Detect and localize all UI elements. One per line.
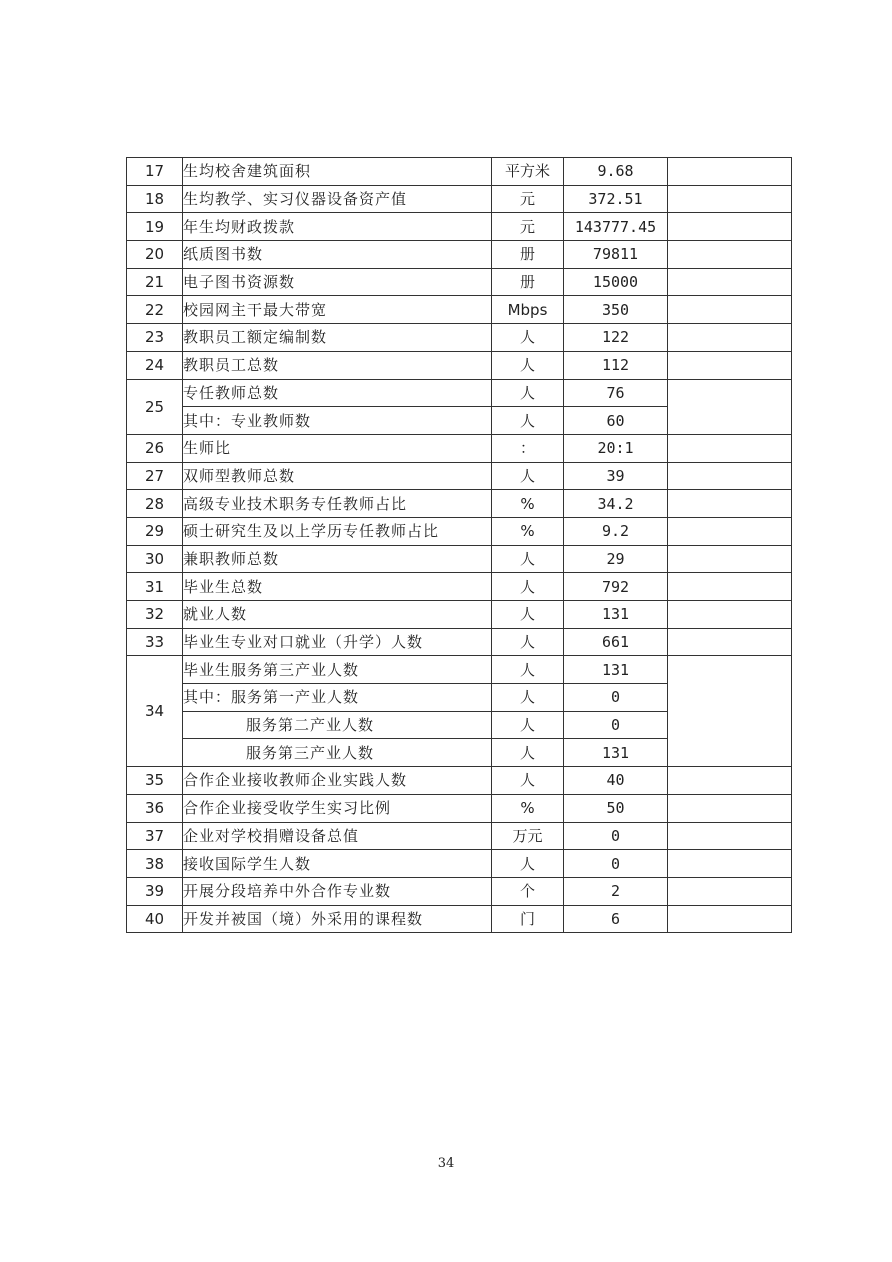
note-cell <box>668 877 792 905</box>
note-cell <box>668 517 792 545</box>
value-cell: 0 <box>564 822 668 850</box>
indicator-name: 硕士研究生及以上学历专任教师占比 <box>183 517 492 545</box>
row-number: 19 <box>127 213 183 241</box>
unit-cell: 人 <box>492 601 564 629</box>
table-row <box>127 490 792 518</box>
table-row <box>127 628 792 656</box>
unit-cell: 个 <box>492 877 564 905</box>
indicator-name: 纸质图书数 <box>183 241 492 269</box>
row-number: 36 <box>127 794 183 822</box>
note-cell <box>668 601 792 629</box>
row-number: 23 <box>127 324 183 352</box>
note-cell <box>668 767 792 795</box>
table-row <box>127 794 792 822</box>
table-row <box>127 656 792 684</box>
indicator-name: 教职员工额定编制数 <box>183 324 492 352</box>
row-number: 25 <box>127 379 183 434</box>
indicator-name: 生师比 <box>183 434 492 462</box>
note-cell <box>668 822 792 850</box>
table-row <box>127 434 792 462</box>
value-cell: 0 <box>564 850 668 878</box>
unit-cell: 人 <box>492 324 564 352</box>
table-row <box>127 379 792 407</box>
row-number: 34 <box>127 656 183 767</box>
unit-cell: 平方米 <box>492 158 564 186</box>
note-cell <box>668 462 792 490</box>
indicator-name: 就业人数 <box>183 601 492 629</box>
value-cell: 60 <box>564 407 668 435</box>
unit-cell: 人 <box>492 767 564 795</box>
indicator-name: 服务第三产业人数 <box>183 739 492 767</box>
indicator-name: 电子图书资源数 <box>183 268 492 296</box>
table-row <box>127 905 792 933</box>
unit-cell: 门 <box>492 905 564 933</box>
note-cell <box>668 628 792 656</box>
row-number: 38 <box>127 850 183 878</box>
row-number: 26 <box>127 434 183 462</box>
table-row <box>127 545 792 573</box>
unit-cell: 人 <box>492 656 564 684</box>
value-cell: 792 <box>564 573 668 601</box>
note-cell <box>668 434 792 462</box>
page-number: 34 <box>437 1156 455 1171</box>
table-row <box>127 213 792 241</box>
note-cell <box>668 573 792 601</box>
value-cell: 0 <box>564 684 668 712</box>
indicator-name: 接收国际学生人数 <box>183 850 492 878</box>
value-cell: 40 <box>564 767 668 795</box>
unit-cell: 元 <box>492 213 564 241</box>
indicator-name: 开发并被国（境）外采用的课程数 <box>183 905 492 933</box>
unit-cell: 册 <box>492 268 564 296</box>
unit-cell: 人 <box>492 351 564 379</box>
value-cell: 2 <box>564 877 668 905</box>
value-cell: 9.68 <box>564 158 668 186</box>
value-cell: 112 <box>564 351 668 379</box>
indicator-name: 生均教学、实习仪器设备资产值 <box>183 185 492 213</box>
statistics-table <box>126 157 792 933</box>
row-number: 37 <box>127 822 183 850</box>
note-cell <box>668 379 792 434</box>
value-cell: 50 <box>564 794 668 822</box>
note-cell <box>668 158 792 186</box>
row-number: 22 <box>127 296 183 324</box>
indicator-name: 毕业生服务第三产业人数 <box>183 656 492 684</box>
value-cell: 661 <box>564 628 668 656</box>
row-number: 33 <box>127 628 183 656</box>
indicator-name: 服务第二产业人数 <box>183 711 492 739</box>
row-number: 35 <box>127 767 183 795</box>
indicator-name: 高级专业技术职务专任教师占比 <box>183 490 492 518</box>
row-number: 21 <box>127 268 183 296</box>
indicator-name: 校园网主干最大带宽 <box>183 296 492 324</box>
unit-cell: 人 <box>492 462 564 490</box>
indicator-name: 专任教师总数 <box>183 379 492 407</box>
unit-cell: 人 <box>492 739 564 767</box>
value-cell: 76 <box>564 379 668 407</box>
note-cell <box>668 850 792 878</box>
value-cell: 131 <box>564 739 668 767</box>
table-row <box>127 573 792 601</box>
value-cell: 0 <box>564 711 668 739</box>
indicator-name: 年生均财政拨款 <box>183 213 492 241</box>
note-cell <box>668 351 792 379</box>
table-row <box>127 185 792 213</box>
indicator-name: 其中：专业教师数 <box>183 407 492 435</box>
table-row <box>127 601 792 629</box>
row-number: 20 <box>127 241 183 269</box>
row-number: 32 <box>127 601 183 629</box>
row-number: 28 <box>127 490 183 518</box>
note-cell <box>668 794 792 822</box>
indicator-name: 毕业生专业对口就业（升学）人数 <box>183 628 492 656</box>
table-row <box>127 241 792 269</box>
unit-cell: 人 <box>492 711 564 739</box>
table-row <box>127 517 792 545</box>
unit-cell: 元 <box>492 185 564 213</box>
note-cell <box>668 185 792 213</box>
value-cell: 79811 <box>564 241 668 269</box>
value-cell: 15000 <box>564 268 668 296</box>
value-cell: 20:1 <box>564 434 668 462</box>
table-row <box>127 268 792 296</box>
row-number: 18 <box>127 185 183 213</box>
table-row <box>127 822 792 850</box>
unit-cell: 人 <box>492 684 564 712</box>
indicator-name: 企业对学校捐赠设备总值 <box>183 822 492 850</box>
unit-cell: 万元 <box>492 822 564 850</box>
unit-cell: 人 <box>492 573 564 601</box>
row-number: 24 <box>127 351 183 379</box>
table-row <box>127 324 792 352</box>
note-cell <box>668 545 792 573</box>
row-number: 27 <box>127 462 183 490</box>
indicator-name: 双师型教师总数 <box>183 462 492 490</box>
value-cell: 29 <box>564 545 668 573</box>
note-cell <box>668 905 792 933</box>
indicator-name: 教职员工总数 <box>183 351 492 379</box>
value-cell: 34.2 <box>564 490 668 518</box>
table-row <box>127 351 792 379</box>
unit-cell: ： <box>492 434 564 462</box>
value-cell: 350 <box>564 296 668 324</box>
unit-cell: % <box>492 490 564 518</box>
note-cell <box>668 268 792 296</box>
unit-cell: % <box>492 517 564 545</box>
indicator-name: 毕业生总数 <box>183 573 492 601</box>
unit-cell: 人 <box>492 545 564 573</box>
value-cell: 372.51 <box>564 185 668 213</box>
value-cell: 9.2 <box>564 517 668 545</box>
indicator-name: 兼职教师总数 <box>183 545 492 573</box>
indicator-name: 合作企业接受收学生实习比例 <box>183 794 492 822</box>
row-number: 31 <box>127 573 183 601</box>
row-number: 40 <box>127 905 183 933</box>
value-cell: 122 <box>564 324 668 352</box>
unit-cell: 人 <box>492 850 564 878</box>
note-cell <box>668 213 792 241</box>
note-cell <box>668 324 792 352</box>
note-cell <box>668 241 792 269</box>
table-row <box>127 850 792 878</box>
note-cell <box>668 490 792 518</box>
unit-cell: 人 <box>492 379 564 407</box>
value-cell: 6 <box>564 905 668 933</box>
table-row <box>127 767 792 795</box>
unit-cell: 册 <box>492 241 564 269</box>
row-number: 30 <box>127 545 183 573</box>
value-cell: 131 <box>564 656 668 684</box>
table-row <box>127 158 792 186</box>
unit-cell: Mbps <box>492 296 564 324</box>
indicator-name: 开展分段培养中外合作专业数 <box>183 877 492 905</box>
row-number: 17 <box>127 158 183 186</box>
unit-cell: % <box>492 794 564 822</box>
table-row <box>127 462 792 490</box>
table-row <box>127 877 792 905</box>
value-cell: 39 <box>564 462 668 490</box>
value-cell: 143777.45 <box>564 213 668 241</box>
unit-cell: 人 <box>492 407 564 435</box>
value-cell: 131 <box>564 601 668 629</box>
unit-cell: 人 <box>492 628 564 656</box>
row-number: 29 <box>127 517 183 545</box>
note-cell <box>668 656 792 767</box>
indicator-name: 生均校舍建筑面积 <box>183 158 492 186</box>
indicator-name: 合作企业接收教师企业实践人数 <box>183 767 492 795</box>
note-cell <box>668 296 792 324</box>
indicator-name: 其中：服务第一产业人数 <box>183 684 492 712</box>
row-number: 39 <box>127 877 183 905</box>
table-row <box>127 296 792 324</box>
